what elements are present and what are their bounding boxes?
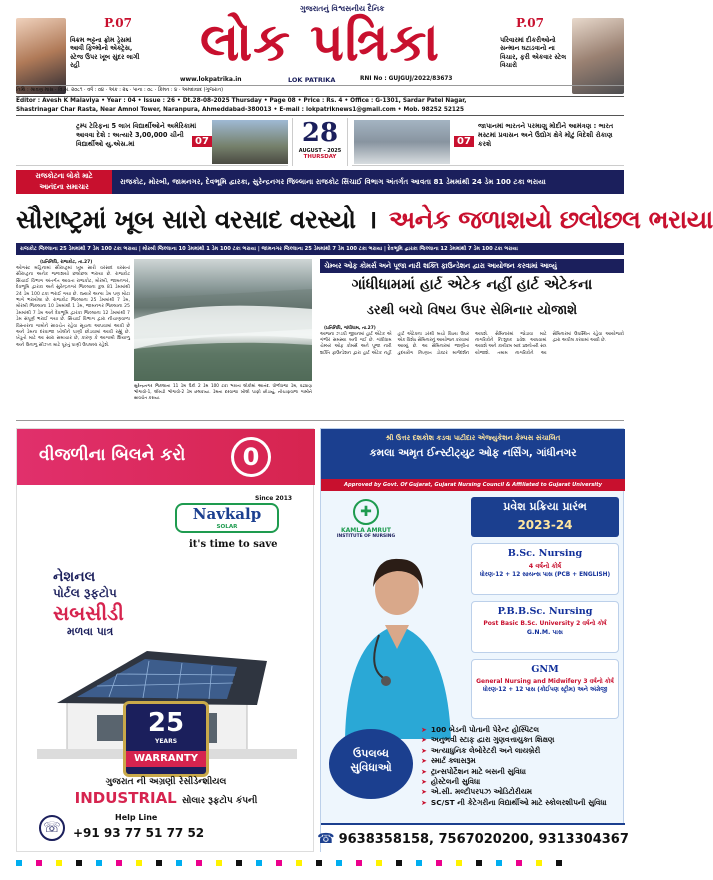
bullet-icon: ➤ [421, 788, 427, 797]
nursing-approval: Approved by Govt. Of Gujarat, Gujarat Nursing Council & Affiliated to Gujarat University [321, 479, 625, 491]
navkalp-logo [175, 503, 279, 533]
navkalp-slogan: it's time to save [189, 539, 278, 550]
masthead-tagline: ગુજરાતનું વિશ્વસનીય દૈનિક [300, 4, 385, 13]
nursing-name: કમલા અમૃત ઈન્સ્ટીટ્યુટ ઓફ નર્સિંગ, ગાંધીનગર [369, 447, 577, 459]
right-teaser-photo [572, 18, 624, 94]
facility-text: SC/ST ની કેટેગરીના વિદ્યાર્થીઓ માટે સ્કોલરશીપની સુવિધા [430, 797, 607, 807]
info-strip [16, 96, 624, 116]
navkalp-line2: પોર્ટલ રૂફટોપ [53, 586, 117, 600]
lead-headline-right: અનેક જળાશયો છલોછલ ભરાયા [388, 205, 713, 234]
left-teaser-page: P.07 [104, 16, 132, 30]
mid-teaser-left[interactable] [16, 118, 288, 166]
facility-text: અત્યાધુનિક લેબોરેટરી અને લાયબ્રેરી [430, 745, 541, 755]
registration-strip [16, 860, 624, 866]
facility-text: 100 બેડની પોતાની પેરેન્ટ હોસ્પિટલ [430, 725, 539, 734]
phone-icon: ☎ [317, 831, 335, 847]
lead-label-line1: રાજકોટના લોકો માટે [35, 172, 93, 180]
navkalp-line1: નેશનલ [53, 569, 96, 585]
facility-text: હોસ્ટેલની સુવિધા [430, 777, 481, 787]
navkalp-zero: 0 [242, 443, 260, 471]
facility-text: ટ્રાન્સપોર્ટેશન માટે બસની સુવિધા [430, 766, 526, 776]
admission-year: 2023-24 [517, 518, 573, 532]
bullet-icon: ➤ [421, 767, 427, 776]
lead-dateline: (પ્રતિનિધિ, રાજકોટ, તા.27) [40, 260, 93, 265]
nursing-header [321, 429, 625, 479]
facility-item [421, 746, 621, 756]
facility-item [421, 725, 621, 735]
mid-teaser-left-text: ટ્રમ્પ ટેરિફના 5 લાખ વિદ્યાર્થીઓને અમેરિકામાં આવવા દેશે : અત્યારે 3,00,000 ચીની વિદ્યાર્થીઓ યુ.એસ.માં [76, 122, 197, 148]
nursing-logo [331, 499, 401, 539]
navkalp-subsidy [53, 569, 203, 639]
facilities-label1: ઉપલબ્ધ [352, 747, 390, 760]
helpline-number[interactable]: +91 93 77 51 77 52 [73, 826, 205, 840]
date-badge [292, 118, 348, 166]
course-pbbsc-req: G.N.M. પાસ [526, 629, 564, 636]
course-gnm[interactable] [471, 659, 619, 719]
right-teaser[interactable] [500, 16, 572, 70]
nursing-top: શ્રી ઉત્તર દશકોશ કડવા પાટીદાર એજ્યુકેશન કેમ્પસ સંચાલિત [385, 434, 561, 442]
navkalp-line3: સબસીડી [53, 601, 124, 625]
gandhidham-dateline: (પ્રતિનિધિ, ગાંધીધામ, તા.27) [324, 326, 376, 331]
lead-body: ઓગસ્ટ મહિનામાં સૌરાષ્ટ્રમાં ખૂબ સારો વરસાદ વરસતાં સૌરાષ્ટ્રના અનેક જળાશયો છલોછલ ભરાયા છે. રાજકોટ સિંચાઈ વિભાગ અંતર્ગત આવતા રાજકોટ, મોરબી, જામનગર, દેવભૂમિ દ્વારકા અને સુરેન્દ્રનગર જિલ્લાના કુલ 81 ડેમમાંથી 24 ડેમ 100 ટકા ભરાઈ ગયા છે. જ્યારે અન્ય ડેમ પણ મોટા ભાગે ભરાયેલા છે. રાજકોટ જિલ્લાના 25 ડેમમાંથી 7 ડેમ, મોરબી જિલ્લાના 10 ડેમમાંથી 1 ડેમ, જામનગર જિલ્લાના 25 ડેમમાંથી 7 ડેમ અને દેવભૂમિ દ્વારકા જિલ્લાના 12 ડેમમાંથી 7 ડેમ સંપૂર્ણ ભરાઈ ગયા છે. સિંચાઈ વિભાગ દ્વારા નીચાણવાળા વિસ્તારના ગામોને સાવચેત રહેવા સૂચના આપવામાં આવી છે અને ડેમના દરવાજા ખોલીને પાણી છોડવામાં આવી રહ્યું છે. ખેડૂતો માટે આ સારા સમાચાર છે, કારણ કે આગામી શિયાળુ અને ઉનાળુ સીઝન માટે પૂરતું પાણી ઉપલબ્ધ રહેશે. [16, 266, 130, 348]
navkalp-banner-text: વીજળીના બિલને કરો [39, 445, 186, 465]
facility-item [421, 798, 621, 808]
navkalp-tag2-en: INDUSTRIAL [74, 789, 177, 807]
left-teaser[interactable] [70, 16, 140, 70]
nursing-logo-sub: INSTITUTE OF NURSING [336, 534, 396, 539]
mid-teaser-right-page: 07 [454, 136, 474, 147]
gandhidham-body: આજના ઝડપી જીવનમાં હાર્ટ એટેક એ ગંભીર સમસ્યા બની ગઈ છે. ગાંધીધામ ચેમ્બર ઓફ કોમર્સ અને પૂજા નારી શક્તિ ફાઉન્ડેશન દ્વારા હાર્ટ એટેક નહીં હાર્ટ એટેકના ડરથી બચો વિષય ઉપર એક વિશેષ સેમિનારનું આયોજન કરવામાં આવ્યું છે. આ સેમિનારમાં જાણીતા હૃદયરોગ નિષ્ણાત ડોક્ટર માર્ગદર્શન આપશે. સેમિનારમાં જોડાવા માટે નાગરિકોને નિઃશુલ્ક પ્રવેશ આપવામાં આવશે અને કાર્યક્રમ બાદ પ્રશ્નોત્તરી સત્ર યોજાશે. તમામ નાગરિકોને આ સેમિનારમાં ઉપસ્થિત રહેવા આયોજકો દ્વારા અપીલ કરવામાં આવી છે. [320, 332, 624, 356]
mid-teaser-right-text: જાપાનમાં ભારતને પરમાણુ મોદીને આમંત્રણ : ભારત મસ્ટમાં પ્રવાસન અને ઉદ્યોગ ક્ષેત્રે મોટું વિદેશી રોકાણ કરશે [478, 122, 614, 148]
facility-item [421, 767, 621, 777]
warranty-label: WARRANTY [126, 751, 206, 767]
info-line-1: Editor : Avesh K Malaviya • Year : 04 • Issue : 26 • Dt.28-08-2025 Thursday • Page 08 • Price : Rs. 4 • Office : G-1301, Sardar Patel Nagar, [16, 98, 467, 104]
lead-headline-sep: । [367, 205, 377, 234]
nursing-logo-name: KAMLA AMRUT [340, 527, 392, 534]
navkalp-tag2-gu: સોલાર રૂફટોપ કંપની [181, 796, 258, 806]
mid-teaser-right-photo [354, 120, 450, 164]
nursing-phones-bar[interactable] [317, 823, 629, 853]
bullet-icon: ➤ [421, 726, 427, 734]
gandhidham-headline2: ડરથી બચો વિષય ઉપર સેમિનાર યોજાશે [366, 303, 578, 318]
date-day: 28 [301, 118, 339, 148]
date-weekday: THURSDAY [303, 154, 337, 160]
lead-subline: રાજકોટ જિલ્લાના 25 ડેમમાંથી 7 ડેમ 100 ટકા ભરાયા | મોરબી જિલ્લાના 10 ડેમમાંથી 1 ડેમ 100 ટકા ભરાયા | જામનગર જિલ્લાના 25 ડેમમાંથી 7 ડેમ 100 ટકા ભરાયા | દેવભૂમિ દ્વારકા જિલ્લાના 12 ડેમમાંથી 7 ડેમ 100 ટકા ભરાયા [16, 243, 624, 255]
masthead-title: લોક પત્રિકા [199, 12, 441, 73]
bullet-icon: ➤ [421, 778, 427, 787]
warranty-years-label: YEARS [154, 738, 178, 745]
nursing-phones: 9638358158, 7567020200, 9313304367 [338, 831, 629, 847]
navkalp-tag1: ગુજરાત ની અગ્રણી રેસીડેન્શીયલ [105, 777, 227, 787]
warranty-years: 25 [147, 708, 185, 738]
bullet-icon: ➤ [421, 736, 427, 745]
navkalp-brand: Navkalp [192, 505, 262, 523]
course-pbbsc-duration: Post Basic B.Sc. University 2 વર્ષનો કોર્ષ [483, 620, 607, 627]
info-line-2: Shastrinagar Char Rasta, Near Amnol Tower, Naranpura, Ahmeddabad-380013 • E-mail : lokpatriknews1@gmail.com • Mob. 98252 52125 [16, 107, 464, 113]
bullet-icon: ➤ [421, 798, 427, 807]
mid-teaser-left-page: 07 [192, 136, 212, 147]
dam-caption: સુરેન્દ્રનગર જિલ્લાના 11 ડેમ પૈકી 2 ડેમ 100 ટકા ભરાતા લોકોમાં આનંદ. ધોળીધજા ડેમ, વઢવાણ ભોગાવો-1, લીંબડી ભોગાવો-2 ડેમ છલકાયા. ડેમના દરવાજા ખોલી પાણી છોડાયું, નીચાણવાળા ગામોને સાવચેત કરાયા. [134, 383, 312, 400]
rni-number: RNI No : GUJGUJ/2022/83673 [360, 76, 453, 82]
course-gnm-req: ધોરણ-12 + 12 પાસ (કોઈપણ સ્ટ્રીમ) અને અંગ્રેજી [482, 687, 608, 693]
lead-kicker: રાજકોટ, મોરબી, જામનગર, દેવભૂમિ દ્વારકા, સુરેન્દ્રનગર જિલ્લાના રાજકોટ સિંચાઈ વિભાગ અંતર્ગત આવતા 81 ડેમમાંથી 24 ડેમ 100 ટકા ભરાયા [112, 170, 624, 194]
facility-text: સ્માર્ટ ક્લાસરૂમ [430, 756, 476, 766]
facilities-label2: સુવિધાઓ [350, 761, 392, 774]
facilities-list [421, 725, 621, 808]
gandhidham-headline1: ગાંધીધામમાં હાર્ટ એટેક નહીં હાર્ટ એટેકના [351, 277, 593, 293]
section-divider [16, 420, 624, 421]
masthead-rule [16, 85, 624, 86]
mid-teaser-right[interactable] [352, 118, 624, 166]
course-gnm-duration: General Nursing and Midwifery 3 વર્ષનો કોર્ષ [476, 678, 614, 685]
left-teaser-photo [16, 18, 66, 94]
navkalp-brand-sub: SOLAR [216, 524, 238, 530]
bullet-icon: ➤ [421, 746, 427, 755]
facilities-badge [329, 729, 413, 799]
course-pbbsc[interactable] [471, 601, 619, 653]
bullet-icon: ➤ [421, 757, 427, 766]
left-teaser-text: વિક્રમ ભટ્ટના ફ્રોમ ડ્રેસમાં આવી ફિલ્મોનો એક્ટ્રેસ, સ્ટેજ ઉપર ખૂબ સુંદર લાગી રહી [70, 36, 140, 70]
course-bsc[interactable] [471, 543, 619, 595]
facility-item [421, 735, 621, 745]
helpline-label: Help Line [115, 813, 158, 822]
nursing-ad[interactable] [317, 428, 629, 852]
mid-teaser-left-photo [212, 120, 288, 164]
course-pbbsc-name: P.B.B.Sc. Nursing [497, 606, 593, 617]
date-month-year: AUGUST - 2025 [298, 148, 342, 154]
facility-item [421, 777, 621, 787]
gandhidham-kicker: ચેમ્બર ઓફ કોમર્સ અને પૂજા નારી શક્તિ ફાઉન્ડેશન દ્વારા આયોજન કરવામાં આવ્યું [320, 259, 624, 273]
navkalp-since: Since 2013 [255, 495, 293, 502]
website[interactable]: www.lokpatrika.in [180, 76, 242, 83]
admission-banner [471, 497, 619, 537]
lead-headline-left: સૌરાષ્ટ્રમાં ખૂબ સારો વરસાદ વરસ્યો [16, 205, 356, 234]
dates-line: તિથિ : શ્રાવણ માસ · વિ.સં. ૨૦૮૧ · વર્ષ : ૦૪ · અંક : ૨૬ · પાના : ૦૮ · કિંમત : ૪ · અમદાવાદ (ગુજરાત) [16, 87, 224, 93]
course-bsc-name: B.Sc. Nursing [507, 548, 583, 559]
right-teaser-page: P.07 [516, 16, 544, 30]
nursing-logo-emblem: ✚ [353, 499, 379, 525]
admission-title: પ્રવેશ પ્રક્રિયા પ્રારંભ [503, 500, 587, 513]
facility-text: અનુભવી સ્ટાફ દ્વારા ગુણવત્તાયુક્ત શિક્ષણ [430, 735, 555, 745]
lead-headline [16, 198, 713, 242]
dam-illustration [134, 259, 312, 381]
navkalp-tag2 [17, 789, 315, 810]
course-bsc-req: ધોરણ-12 + 12 સાયન્સ પાસ (PCB + ENGLISH) [479, 572, 611, 578]
phone-icon: ☏ [39, 815, 65, 841]
right-teaser-text: પરિવારમાં દીકરીઓનો સન્માન ઘટાડવાનો ના વિચાર, ફરી એકવાર સ્ટેલ વિચારો [500, 36, 567, 70]
course-bsc-duration: 4 વર્ષનો કોર્ષ [528, 562, 562, 570]
facility-item [421, 756, 621, 766]
course-gnm-name: GNM [531, 664, 559, 675]
nurse-illustration [325, 549, 475, 739]
navkalp-ad[interactable] [16, 428, 314, 852]
warranty-badge [123, 701, 209, 777]
facility-item [421, 787, 621, 797]
navkalp-line4: મળવા પાત્ર [67, 625, 114, 638]
navkalp-banner [17, 429, 315, 485]
lead-label-line2: આનંદના સમાચાર [39, 183, 89, 191]
facility-text: એ.સી. મલ્ટીપરપઝ ઓડિટોરીયમ [430, 787, 532, 797]
dam-photo [134, 259, 312, 381]
lead-label [16, 170, 112, 194]
english-name: LOK PATRIKA [288, 76, 336, 84]
